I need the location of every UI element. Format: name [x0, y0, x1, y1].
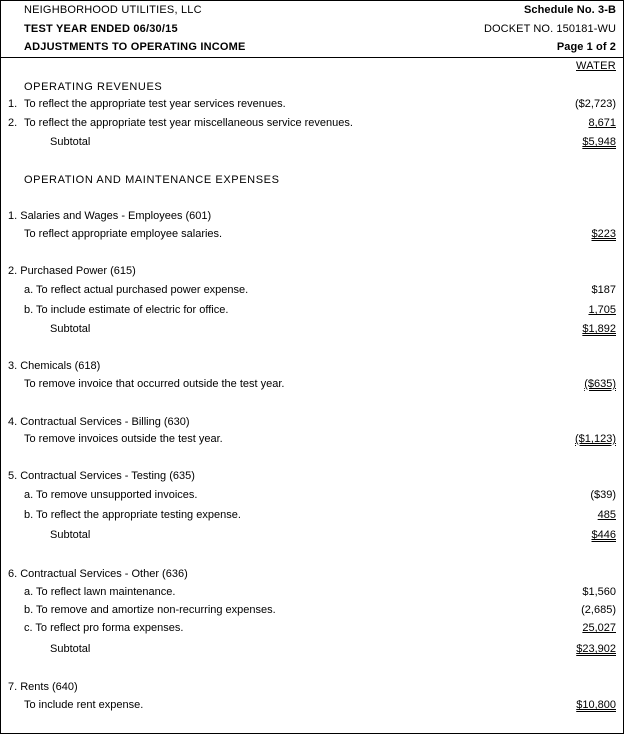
line-value: (2,685)	[581, 604, 616, 616]
om-section-2-subtotal	[0, 323, 624, 339]
section-title: 4. Contractual Services - Billing (630)	[8, 416, 190, 428]
om-section-6-line-b	[0, 604, 624, 620]
line-value: ($635)	[584, 378, 616, 390]
line-text: a. To reflect actual purchased power expense.	[24, 284, 249, 296]
line-text: c. To reflect pro forma expenses.	[24, 622, 184, 634]
line-text: a. To reflect lawn maintenance.	[24, 586, 176, 598]
item-value: 8,671	[588, 117, 616, 129]
item-text: To reflect the appropriate test year services revenues.	[24, 98, 286, 110]
line-value: $10,800	[576, 699, 616, 711]
subtotal-label: Subtotal	[50, 323, 91, 335]
om-section-6-line-a	[0, 586, 624, 602]
om-section-5-line-b	[0, 509, 624, 525]
line-value: 485	[597, 509, 616, 521]
line-value: ($1,123)	[575, 433, 616, 445]
header-row-1	[0, 4, 624, 20]
om-section-6-title	[0, 568, 624, 584]
line-value: ($39)	[590, 489, 616, 501]
section-title: 1. Salaries and Wages - Employees (601)	[8, 210, 212, 222]
line-value: $1,560	[582, 586, 616, 598]
section-title: 5. Contractual Services - Testing (635)	[8, 470, 195, 482]
company-name: NEIGHBORHOOD UTILITIES, LLC	[24, 4, 202, 16]
om-section-2-line-a	[0, 284, 624, 300]
subtotal-value: $23,902	[576, 643, 616, 655]
om-section-2-title	[0, 265, 624, 281]
revenue-item-2	[0, 117, 624, 133]
revenue-subtotal	[0, 136, 624, 152]
section-title: 7. Rents (640)	[8, 681, 78, 693]
line-text: a. To remove unsupported invoices.	[24, 489, 198, 501]
document-title: ADJUSTMENTS TO OPERATING INCOME	[24, 41, 246, 53]
line-text: To remove invoice that occurred outside the test year.	[24, 378, 285, 390]
section-title: 3. Chemicals (618)	[8, 360, 101, 372]
om-section-2-line-b	[0, 304, 624, 320]
line-value: 1,705	[588, 304, 616, 316]
line-text: To remove invoices outside the test year.	[24, 433, 223, 445]
om-section-6-line-c	[0, 622, 624, 638]
om-section-6-subtotal	[0, 643, 624, 659]
schedule-number: Schedule No. 3-B	[523, 4, 616, 16]
om-section-7-title	[0, 681, 624, 697]
om-section-4-title	[0, 416, 624, 432]
header-row-2	[0, 23, 624, 39]
subtotal-value: $1,892	[582, 323, 616, 335]
header-divider	[0, 57, 624, 58]
item-number: 1.	[8, 98, 18, 110]
section-operating-revenues: OPERATING REVENUES	[24, 81, 163, 93]
om-section-5-line-a	[0, 489, 624, 505]
line-text: b. To reflect the appropriate testing expense.	[24, 509, 241, 521]
om-section-5-title	[0, 470, 624, 486]
om-section-7-line	[0, 699, 624, 715]
line-text: To include rent expense.	[24, 699, 144, 711]
line-value: $187	[591, 284, 616, 296]
om-section-1-title	[0, 210, 624, 226]
subtotal-label: Subtotal	[50, 643, 91, 655]
subtotal-value: $446	[591, 529, 616, 541]
header-row-3	[0, 41, 624, 57]
item-text: To reflect the appropriate test year miscellaneous service revenues.	[24, 117, 353, 129]
line-text: b. To include estimate of electric for office.	[24, 304, 229, 316]
subtotal-label: Subtotal	[50, 136, 91, 148]
om-section-1-line	[0, 228, 624, 244]
om-section-4-line	[0, 433, 624, 449]
test-year: TEST YEAR ENDED 06/30/15	[24, 23, 178, 35]
column-header-water: WATER	[576, 60, 616, 72]
line-value: $223	[591, 228, 616, 240]
item-value: ($2,723)	[575, 98, 616, 110]
item-number: 2.	[8, 117, 18, 129]
section-title: 6. Contractual Services - Other (636)	[8, 568, 188, 580]
line-text: To reflect appropriate employee salaries.	[24, 228, 223, 240]
section-om-expenses: OPERATION AND MAINTENANCE EXPENSES	[24, 174, 280, 186]
subtotal-value: $5,948	[582, 136, 616, 148]
om-section-3-line	[0, 378, 624, 394]
om-section-3-title	[0, 360, 624, 376]
docket-number: DOCKET NO. 150181-WU	[483, 23, 616, 35]
line-value: 25,027	[582, 622, 616, 634]
revenue-item-1	[0, 98, 624, 114]
section-title: 2. Purchased Power (615)	[8, 265, 136, 277]
om-section-5-subtotal	[0, 529, 624, 545]
page-number: Page 1 of 2	[556, 41, 616, 53]
subtotal-label: Subtotal	[50, 529, 91, 541]
line-text: b. To remove and amortize non-recurring expenses.	[24, 604, 276, 616]
